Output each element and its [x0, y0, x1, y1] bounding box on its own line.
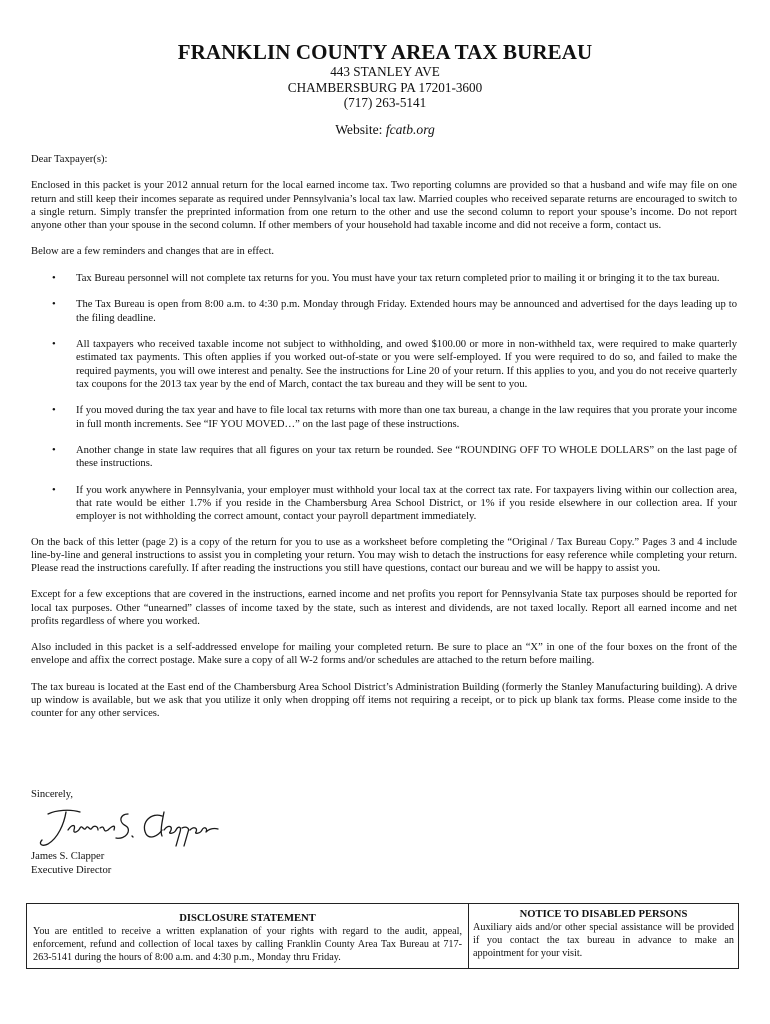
website-line [0, 122, 770, 138]
reminder-list [31, 272, 737, 524]
bullet-icon: • [52, 405, 56, 417]
envelope-paragraph: Also included in this packet is a self-addressed envelope for mailing your completed return. Be sure to place an “X” in one of the four boxes on the front of the envelope and affix the correct postage. Make sure a copy of all W-2 forms and/or schedules are attached to the return before mailing. [31, 642, 737, 667]
notice-text: Auxiliary aids and/or other special assistance will be provided if you contact the tax bureau in advance to make an appointment for your visit. [473, 922, 734, 959]
signature-image [36, 806, 221, 852]
list-item-text: The Tax Bureau is open from 8:00 a.m. to 4:30 p.m. Monday through Friday. Extended hours may be announced and advertised for the days leading up to the filing deadline. [76, 299, 737, 324]
list-item [31, 444, 737, 470]
signer-block [31, 850, 111, 878]
street-address: 443 STANLEY AVE [330, 64, 440, 79]
list-item [31, 338, 737, 391]
bullet-icon: • [52, 272, 56, 284]
letterhead [0, 40, 770, 138]
disclosure-text: You are entitled to receive a written explanation of your rights with regard to the audit, appeal, enforcement, refund and collection of local taxes by calling Franklin County Area Tax Bureau at 717-263-5141 during the hours of 8:00 a.m. and 4:30 p.m., Monday thru Friday. [33, 926, 462, 963]
list-item-text: All taxpayers who received taxable income not subject to withholding, and owed $100.00 or more in non-withheld tax, were required to make quarterly estimated tax payments. This often applies if you worked out-of-state or you were self-employed. If you were required to do so, and failed to make the required payments, you will owe interest and penalty. See the instructions for Line 20 of your return. If this applies to you, and you do not receive quarterly tax coupons for the 2013 tax year by the end of March, contact the tax bureau and they will be sent to you. [76, 339, 737, 390]
bullet-icon: • [52, 299, 56, 311]
closing: Sincerely, [31, 789, 73, 800]
salutation: Dear Taxpayer(s): [31, 154, 108, 165]
disclosure-statement [27, 904, 469, 968]
phone-number: (717) 263-5141 [343, 95, 427, 110]
website-url: fcatb.org [385, 121, 435, 137]
signer-title: Executive Director [31, 865, 112, 876]
bullet-icon: • [52, 484, 56, 496]
signer-name: James S. Clapper [31, 851, 105, 862]
location-paragraph: The tax bureau is located at the East end of the Chambersburg Area School District’s Administration Building (formerly the Stanley Manufacturing building). A drive up window is available, but we ask that you utilize it only when dropping off items not requiring a receipt, or to pick up blank tax forms. Please come inside to the counter for any other services. [31, 681, 737, 720]
list-item [31, 272, 737, 285]
exceptions-paragraph: Except for a few exceptions that are covered in the instructions, earned income and net profits you report for Pennsylvania State tax purposes should be reported for local tax purposes. Other “unearned” classes of income taxed by the state, such as interest and dividends, are not taxed locally. Report all earned income and net profits regardless of where you worked. [31, 589, 737, 627]
list-item [31, 404, 737, 430]
city-state-zip: CHAMBERSBURG PA 17201-3600 [287, 79, 483, 95]
list-item-text: Tax Bureau personnel will not complete tax returns for you. You must have your tax return completed prior to mailing it or bringing it to the tax bureau. [76, 272, 720, 284]
letter-body [31, 153, 737, 734]
website-label: Website: [335, 121, 383, 137]
org-name: FRANKLIN COUNTY AREA TAX BUREAU [177, 40, 593, 64]
worksheet-paragraph: On the back of this letter (page 2) is a copy of the return for you to use as a worksheet before completing the “Original / Tax Bureau Copy.” Pages 3 and 4 include line-by-line and general instructions to assist you in completing your return. You may wish to detach the instructions for easy reference while completing your return. Please read the instructions carefully. If after reading the instructions you still have questions, contact our bureau and we will be happy to assist you. [31, 536, 737, 574]
list-item [31, 298, 737, 324]
notice-boxes [26, 903, 739, 969]
disclosure-title: DISCLOSURE STATEMENT [179, 913, 316, 924]
list-item-text: If you moved during the tax year and have to file local tax returns with more than one tax bureau, a change in the law requires that you prorate your income in full month increments. See “IF YOU MOVED…” on the last page of these instructions. [76, 405, 737, 430]
reminders-intro: Below are a few reminders and changes that are in effect. [31, 246, 275, 258]
list-item-text: If you work anywhere in Pennsylvania, your employer must withhold your local tax at the correct tax rate. For taxpayers living within our collection area, that rate would be either 1.7% if you reside in the Chambersburg Area School District, or 1% if you reside elsewhere in our collection area. If your employer is not withholding the correct amount, contact your payroll department immediately. [76, 484, 737, 523]
list-item-text: Another change in state law requires that all figures on your tax return be rounded. See “ROUNDING OFF TO WHOLE DOLLARS” on the last page of these instructions. [76, 445, 737, 470]
list-item [31, 484, 737, 524]
intro-paragraph: Enclosed in this packet is your 2012 annual return for the local earned income tax. Two reporting columns are provided so that a husband and wife may file on one return and still keep their incomes separate as required under Pennsylvania’s local tax law. Married couples who received separate returns are encouraged to switch to a single return. Simply transfer the preprinted information from one return to the other and use the second column to report your spouse’s income. Do not report anyone other than your spouse in the second column. If other members of your household had taxable income and did not receive a form, contact us. [31, 180, 737, 231]
bullet-icon: • [52, 445, 56, 457]
notice-title: NOTICE TO DISABLED PERSONS [519, 909, 688, 920]
bullet-icon: • [52, 339, 56, 351]
disabled-persons-notice [469, 904, 738, 968]
